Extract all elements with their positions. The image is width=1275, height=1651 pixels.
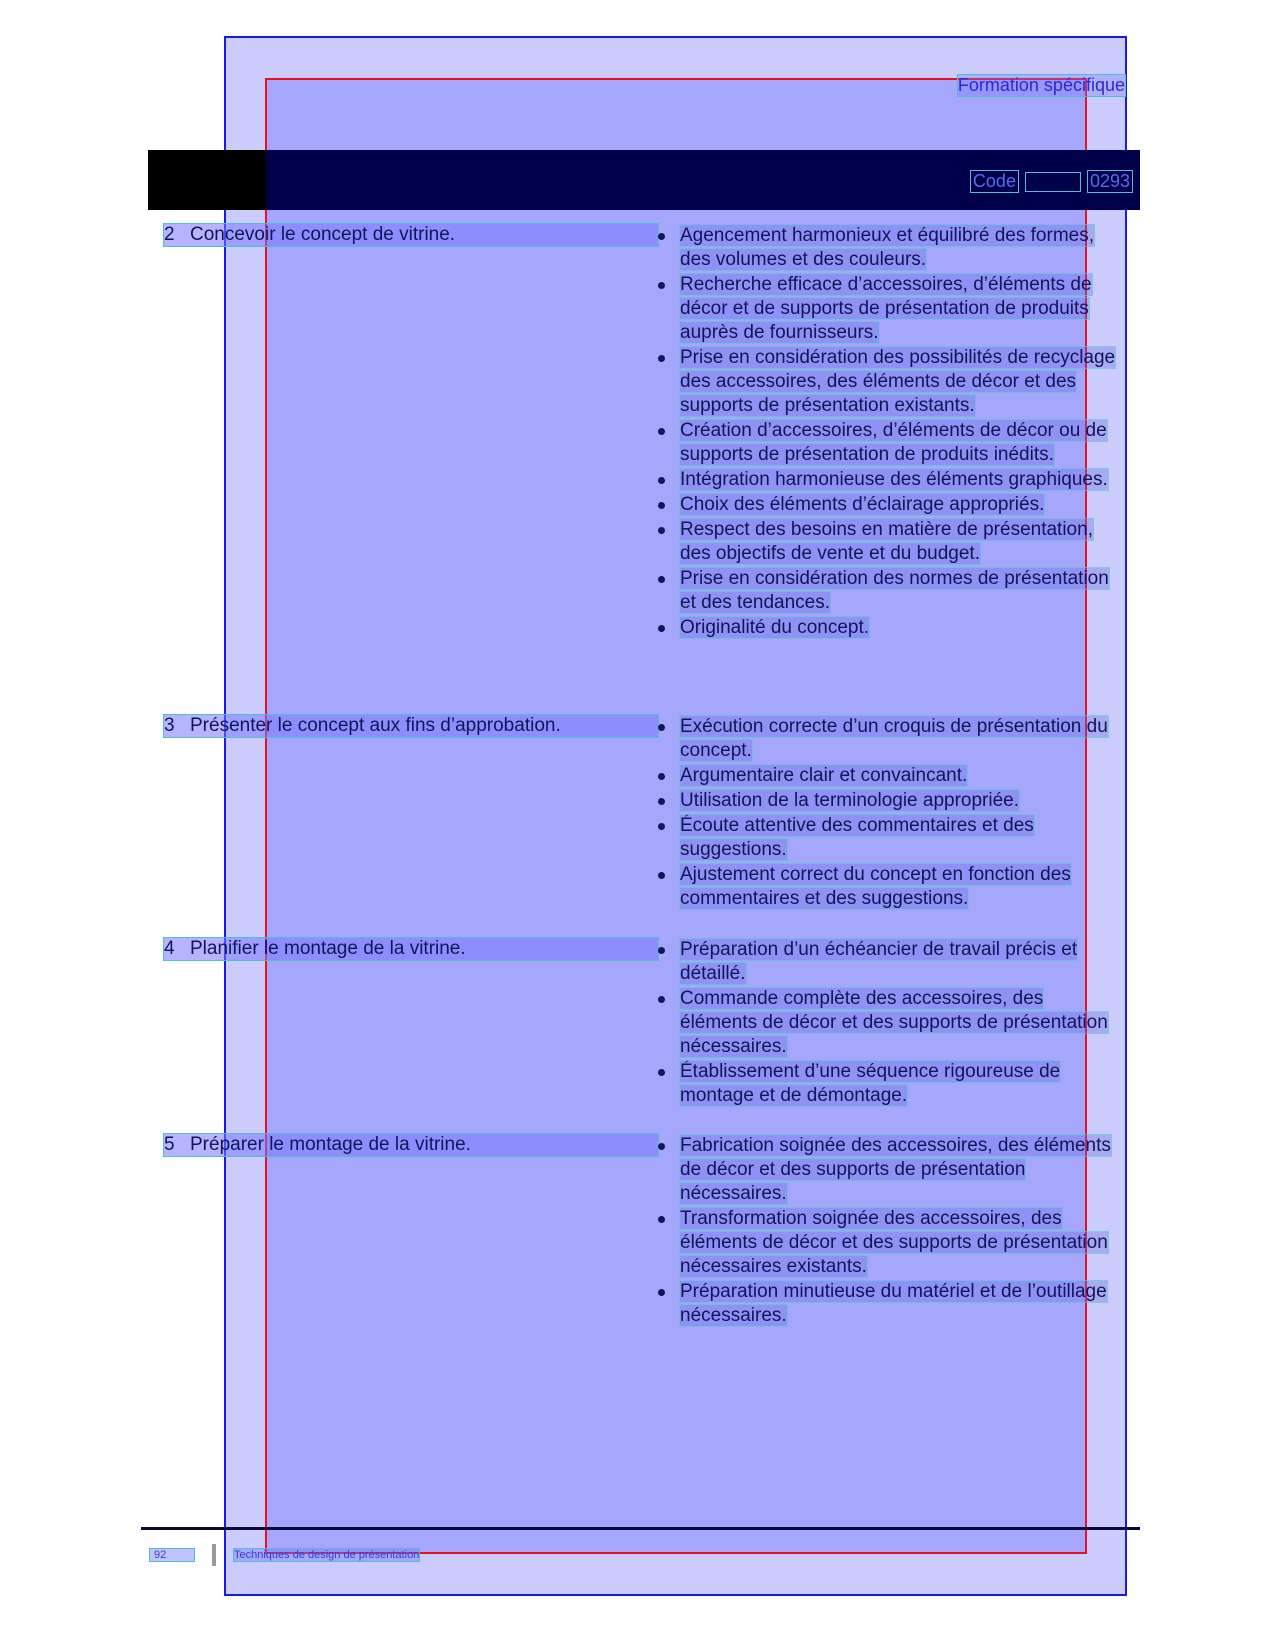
step-title (164, 224, 658, 246)
list-item: Intégration harmonieuse des éléments graphiques. (658, 468, 1124, 492)
bullet-icon (658, 477, 665, 484)
bullet-icon (658, 773, 665, 780)
bullet-icon (658, 996, 665, 1003)
footer-separator (212, 1544, 216, 1566)
list-item: Argumentaire clair et convaincant. (658, 764, 1124, 788)
list-item: Écoute attentive des commentaires et des suggestions. (658, 814, 1124, 862)
footer-document-title: Techniques de design de présentation (234, 1549, 420, 1561)
footer-rule (141, 1527, 1140, 1530)
header-banner (148, 150, 1140, 210)
bullet-icon (658, 1289, 665, 1296)
page-number: 92 (150, 1549, 194, 1561)
banner-left-block (148, 150, 266, 210)
bullet-icon (658, 1216, 665, 1223)
header-label: Formation spécifique (957, 75, 1125, 95)
step-number: 3 (164, 715, 175, 736)
code-value: 0293 (1089, 171, 1130, 191)
step-label: Concevoir le concept de vitrine. (190, 224, 456, 245)
bullet-icon (658, 823, 665, 830)
list-item: Recherche efficace d’accessoires, d’éléments de décor et de supports de présentation de produits auprès de fournisseurs. (658, 273, 1124, 345)
list-item: Commande complète des accessoires, des éléments de décor et des supports de présentation nécessaires. (658, 987, 1124, 1059)
step-label: Planifier le montage de la vitrine. (190, 938, 466, 959)
list-item: Prise en considération des normes de présentation et des tendances. (658, 567, 1124, 615)
bullet-icon (658, 872, 665, 879)
bullet-icon (658, 947, 665, 954)
step-number: 4 (164, 938, 175, 959)
bullet-icon (658, 1143, 665, 1150)
bullet-icon (658, 1069, 665, 1076)
list-item: Fabrication soignée des accessoires, des éléments de décor et des supports de présentation nécessaires. (658, 1134, 1124, 1206)
criteria-list (658, 715, 1124, 912)
bullet-icon (658, 233, 665, 240)
list-item: Préparation minutieuse du matériel et de l’outillage nécessaires. (658, 1280, 1124, 1328)
step-title (164, 1134, 658, 1156)
criteria-list (658, 1134, 1124, 1329)
list-item: Utilisation de la terminologie appropriée. (658, 789, 1124, 813)
code-separator (1026, 173, 1080, 191)
step-number: 2 (164, 224, 175, 245)
list-item: Respect des besoins en matière de présentation, des objectifs de vente et du budget. (658, 518, 1124, 566)
list-item: Préparation d’un échéancier de travail précis et détaillé. (658, 938, 1124, 986)
step-title (164, 715, 658, 737)
bullet-icon (658, 798, 665, 805)
list-item: Prise en considération des possibilités de recyclage des accessoires, des éléments de décor et des supports de présentation existants. (658, 346, 1124, 418)
bullet-icon (658, 428, 665, 435)
bullet-icon (658, 576, 665, 583)
step-label: Préparer le montage de la vitrine. (190, 1134, 471, 1155)
list-item: Choix des éléments d’éclairage appropriés. (658, 493, 1124, 517)
bullet-icon (658, 527, 665, 534)
course-code (971, 171, 1132, 192)
criteria-list (658, 224, 1124, 641)
list-item: Établissement d’une séquence rigoureuse de montage et de démontage. (658, 1060, 1124, 1108)
bullet-icon (658, 724, 665, 731)
step-number: 5 (164, 1134, 175, 1155)
bullet-icon (658, 282, 665, 289)
bullet-icon (658, 355, 665, 362)
list-item: Ajustement correct du concept en fonction des commentaires et des suggestions. (658, 863, 1124, 911)
page-footer (150, 1544, 419, 1566)
list-item: Exécution correcte d’un croquis de présentation du concept. (658, 715, 1124, 763)
step-title (164, 938, 658, 960)
list-item: Agencement harmonieux et équilibré des formes, des volumes et des couleurs. (658, 224, 1124, 272)
criteria-list (658, 938, 1124, 1109)
step-label: Présenter le concept aux fins d’approbation. (190, 715, 561, 736)
list-item: Création d’accessoires, d’éléments de décor ou de supports de présentation de produits inédits. (658, 419, 1124, 467)
bullet-icon (658, 625, 665, 632)
code-label: Code (972, 171, 1016, 191)
list-item: Transformation soignée des accessoires, des éléments de décor et des supports de présentation nécessaires existants. (658, 1207, 1124, 1279)
list-item: Originalité du concept. (658, 616, 1124, 640)
bullet-icon (658, 502, 665, 509)
